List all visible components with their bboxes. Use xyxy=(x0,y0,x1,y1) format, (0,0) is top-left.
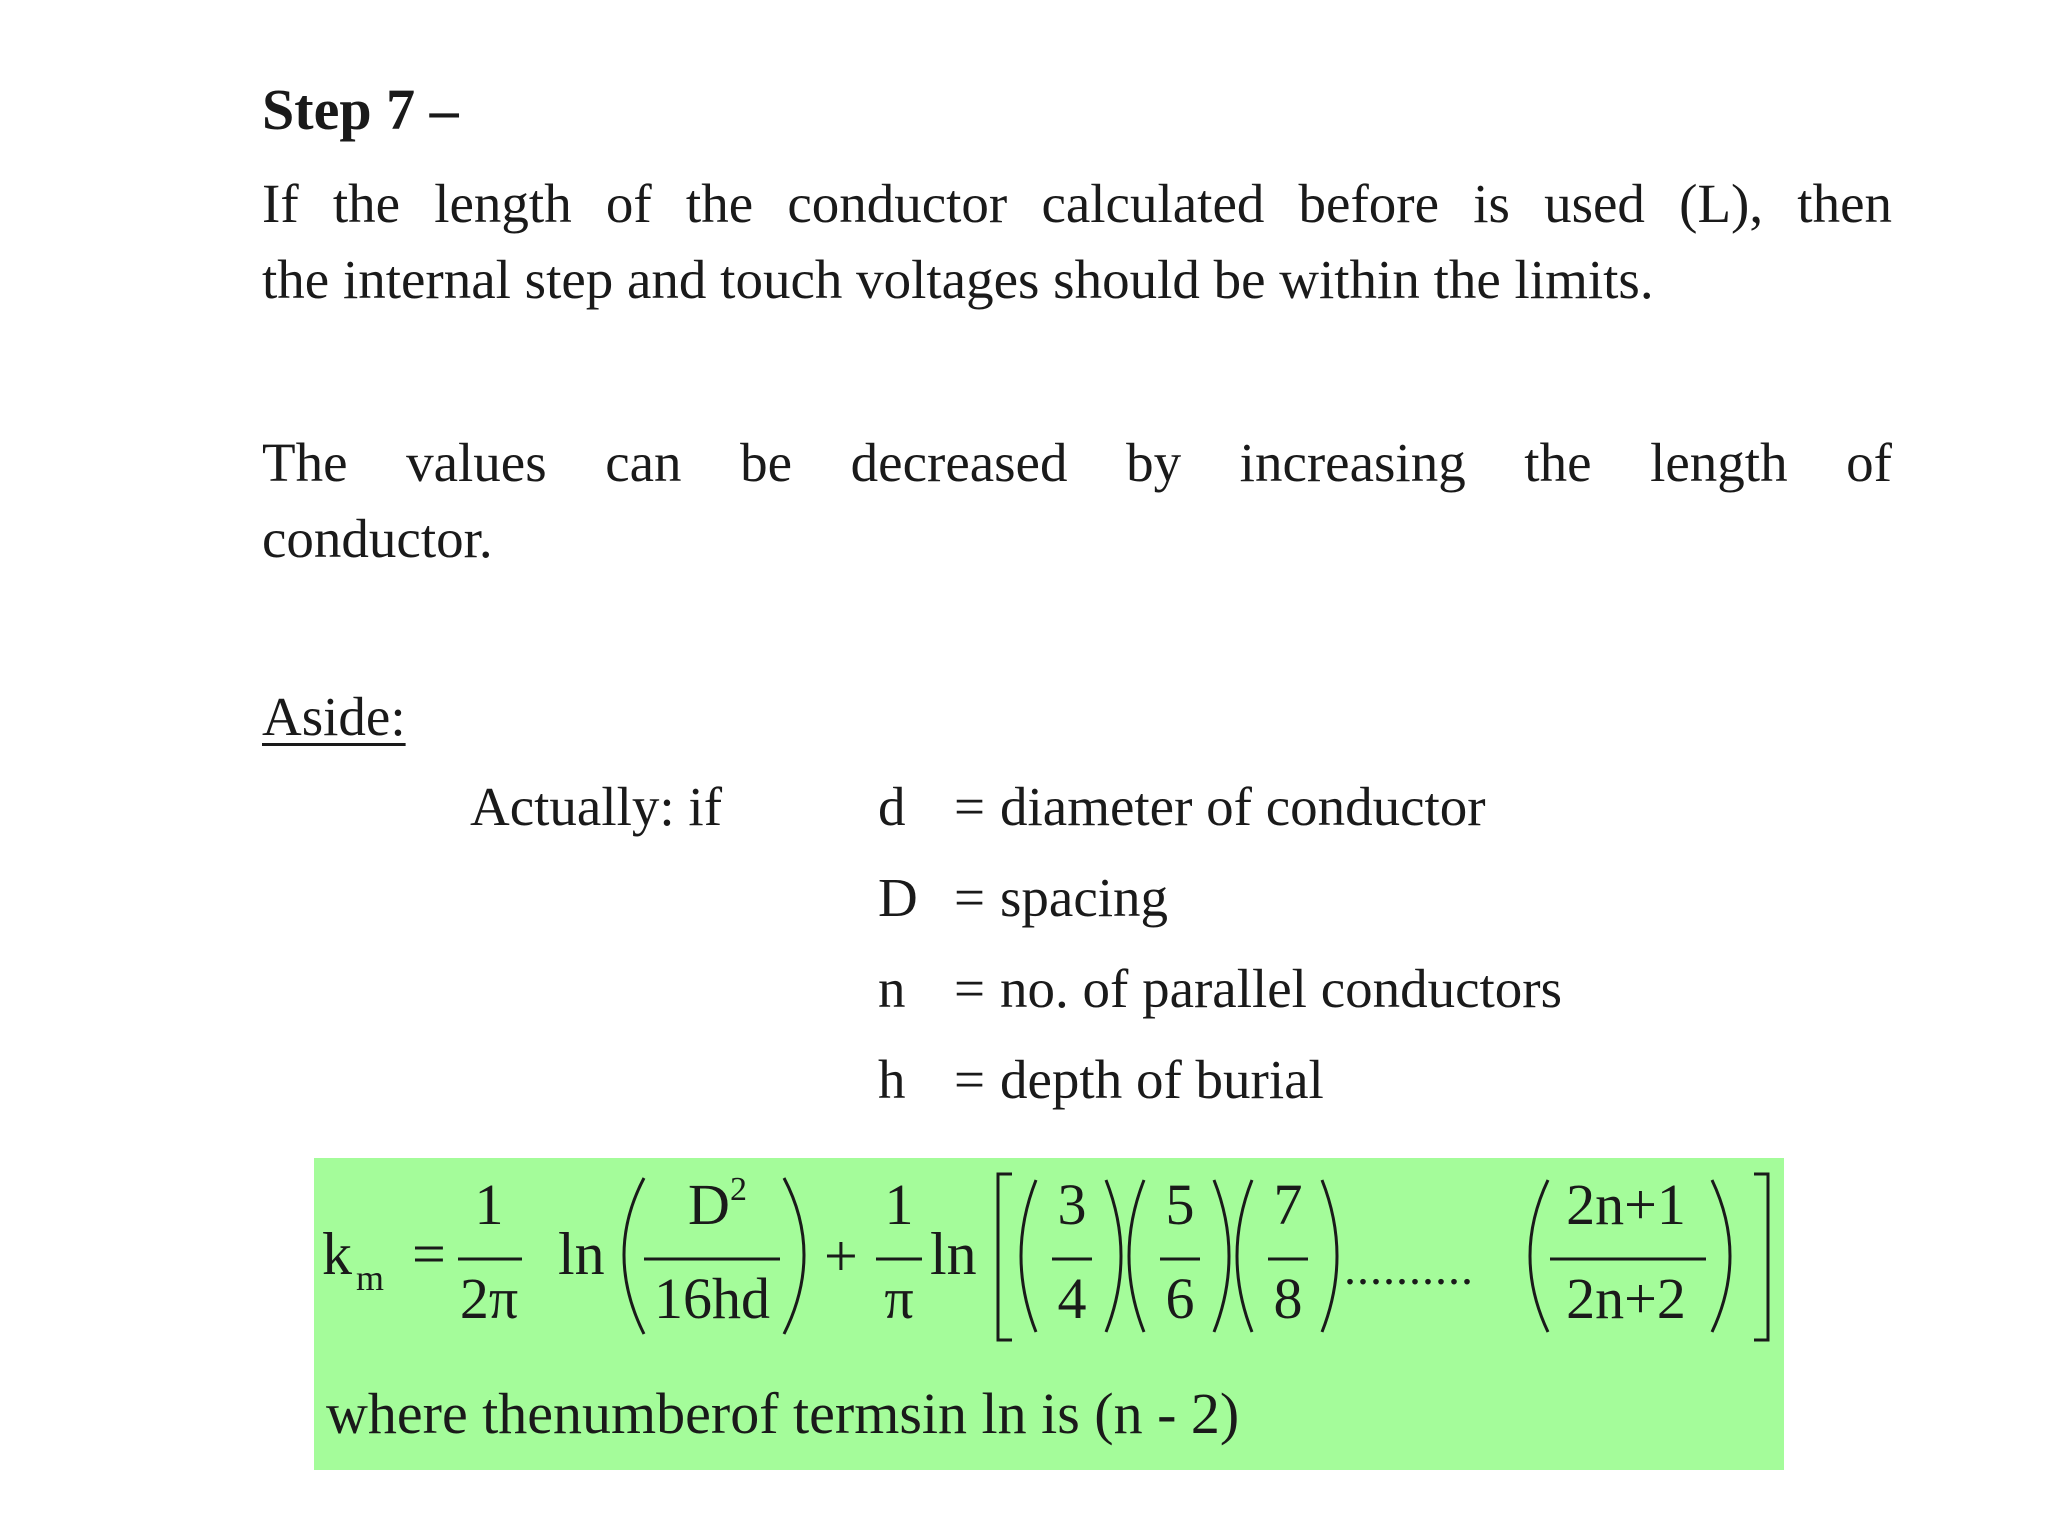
plus-operator: + xyxy=(824,1223,858,1289)
fraction-numerator: 2n+1 xyxy=(1566,1172,1686,1237)
definition-row xyxy=(878,1048,1778,1124)
left-paren-icon xyxy=(1129,1180,1144,1332)
paragraph-line: If the length of the conductor calculated before is used (L), then xyxy=(262,173,1892,234)
fraction-denominator: 6 xyxy=(1165,1266,1195,1331)
definition-description: diameter of conductor xyxy=(1000,776,1486,837)
ellipsis-dots: .......... xyxy=(1344,1242,1474,1295)
formula-lhs-subscript: m xyxy=(356,1258,385,1298)
paragraph-line: the internal step and touch voltages should be within the limits. xyxy=(262,249,1654,310)
aside-title: Aside: xyxy=(262,686,406,747)
definition-row xyxy=(878,957,1778,1033)
paragraph-line: conductor. xyxy=(262,508,493,569)
formula-lhs: k xyxy=(322,1221,352,1287)
left-bracket-icon xyxy=(998,1174,1012,1340)
right-paren-icon xyxy=(1106,1180,1121,1332)
left-paren-icon xyxy=(1021,1180,1036,1332)
left-paren-icon xyxy=(1237,1180,1252,1332)
paragraph-conductor-length xyxy=(262,166,1892,318)
definition-row xyxy=(878,866,1778,942)
definition-symbol: d xyxy=(878,776,906,837)
fraction-numerator: 3 xyxy=(1057,1172,1087,1237)
definition-description: no. of parallel conductors xyxy=(1000,958,1563,1019)
right-paren-icon xyxy=(1712,1180,1730,1332)
definition-equals: = xyxy=(954,1049,986,1110)
step-heading: Step 7 – xyxy=(262,77,459,142)
fraction-denominator: 4 xyxy=(1057,1266,1087,1331)
definition-equals: = xyxy=(954,776,986,837)
left-paren-icon xyxy=(1530,1180,1548,1332)
aside-intro: Actually: if xyxy=(470,776,723,837)
right-paren-icon xyxy=(1322,1180,1337,1332)
definition-equals: = xyxy=(954,867,986,928)
fraction-numerator: 7 xyxy=(1273,1172,1303,1237)
definition-symbol: n xyxy=(878,958,906,1019)
formula-note: where thenumberof termsin ln is (n - 2) xyxy=(326,1381,1240,1446)
definition-row xyxy=(878,775,1778,851)
right-bracket-icon xyxy=(1754,1174,1768,1340)
inner-denominator: 16hd xyxy=(654,1266,770,1331)
ln-operator: ln xyxy=(558,1221,605,1287)
fraction-numerator: 1 xyxy=(884,1172,914,1237)
definition-equals: = xyxy=(954,958,986,1019)
right-paren-icon xyxy=(784,1178,804,1334)
formula-equals: = xyxy=(412,1221,446,1287)
right-paren-icon xyxy=(1214,1180,1229,1332)
inner-numerator-exponent: 2 xyxy=(730,1171,747,1208)
inner-numerator: D xyxy=(688,1172,730,1237)
paragraph-values-decrease xyxy=(262,425,1892,577)
fraction-denominator: 2π xyxy=(459,1266,519,1331)
fraction-numerator: 1 xyxy=(474,1172,504,1237)
paragraph-line: The values can be decreased by increasing the length of xyxy=(262,432,1892,493)
definition-symbol: h xyxy=(878,1049,906,1110)
fraction-denominator: 8 xyxy=(1273,1266,1303,1331)
definition-description: spacing xyxy=(1000,867,1169,928)
ln-operator: ln xyxy=(930,1221,977,1287)
definition-symbol: D xyxy=(878,867,918,928)
fraction-denominator: 2n+2 xyxy=(1566,1266,1686,1331)
left-paren-icon xyxy=(624,1178,644,1334)
fraction-numerator: 5 xyxy=(1165,1172,1195,1237)
fraction-denominator: π xyxy=(884,1266,914,1331)
definition-description: depth of burial xyxy=(1000,1049,1324,1110)
